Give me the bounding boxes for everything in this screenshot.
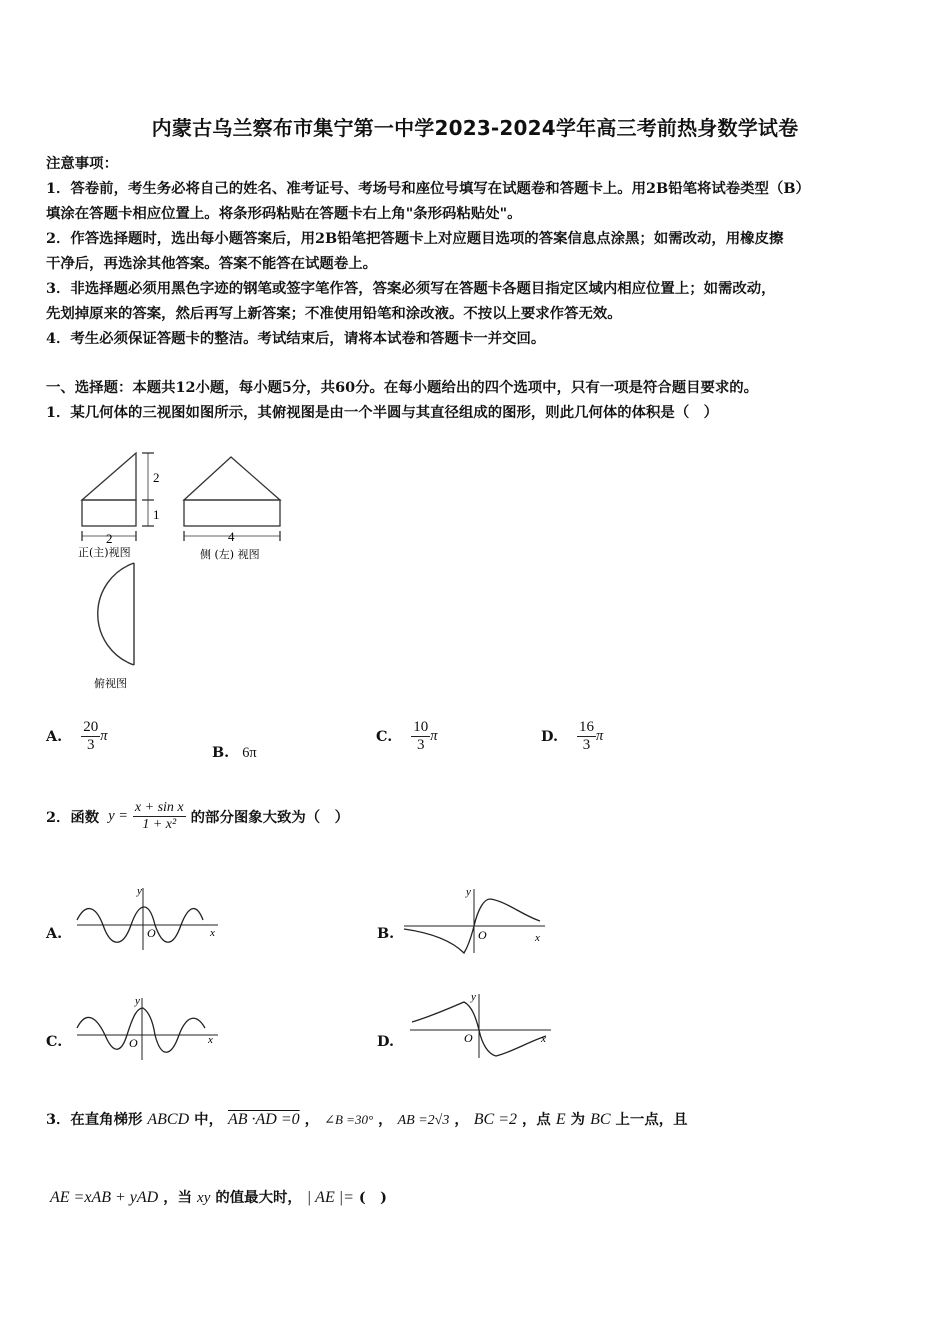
y-axis-label: y: [471, 991, 476, 1003]
notice-line-1: 1．答卷前，考生务必将自己的姓名、准考证号、考场号和座位号填写在试题卷和答题卡上。用2B铅笔将试卷类型（B）: [46, 180, 810, 197]
origin-label: O: [464, 1031, 473, 1045]
q2-graph-c[interactable]: [75, 992, 225, 1062]
notice-line-6: 先划掉原来的答案，然后再写上新答案；不准使用铅笔和涂改液。不按以上要求作答无效。: [46, 305, 622, 322]
q2-stem: 2．函数 y = $\frac{\text{x + sin x}}{\text{1 + x²}}$ 的部分图象大致为（ ）: [46, 800, 349, 832]
notice-line-5: 3．非选择题必须用黑色字迹的钢笔或签字笔作答，答案必须写在答题卡各题目指定区域内相应位置上；如需改动，: [46, 280, 776, 297]
q1-option-d[interactable]: D. $\frac{16}{3}$ π: [541, 719, 604, 753]
option-letter: D.: [541, 728, 558, 745]
top-view-label: 俯视图: [94, 677, 127, 690]
fraction: $\frac{20}{3}$: [83, 719, 99, 753]
q1-option-b[interactable]: B. 6π: [212, 744, 257, 761]
origin-label: O: [129, 1036, 138, 1050]
dim-width-2: 2: [106, 531, 113, 546]
side-view-label: 侧 (左) 视图: [200, 548, 260, 561]
ab-length: AB =2√3: [397, 1113, 450, 1128]
q3-stem-line-1: 3．在直角梯形 ABCD 中， AB ·AD =0 ， ∠B =30° ， AB =2√3 ， BC =2 ，点 E 为 BC 上一点，且: [46, 1111, 688, 1128]
q1-option-c[interactable]: C. $\frac{10}{3}$ π: [376, 719, 438, 753]
notice-line-7: 4．考生必须保证答题卡的整洁。考试结束后，请将本试卷和答题卡一并交回。: [46, 330, 546, 347]
option-letter: A.: [46, 728, 63, 745]
dim-height-1: 1: [153, 507, 160, 522]
fraction: $\frac{16}{3}$: [579, 719, 594, 753]
dim-width-4: 4: [228, 529, 235, 544]
notice-line-4: 干净后，再选涂其他答案。答案不能答在试题卷上。: [46, 255, 377, 272]
notice-line-2: 填涂在答题卡相应位置上。将条形码粘贴在答题卡右上角"条形码粘贴处"。: [46, 205, 522, 222]
fraction: $\frac{10}{3}$: [413, 719, 429, 753]
angle-b: ∠B =30°: [324, 1112, 374, 1127]
dim-height-2: 2: [153, 470, 160, 485]
x-axis-label: x: [210, 927, 215, 939]
q2-graph-b[interactable]: [402, 885, 552, 955]
y-axis-label: y: [137, 885, 142, 897]
q2-graph-a[interactable]: [75, 882, 225, 952]
origin-label: O: [147, 926, 156, 940]
y-axis-label: y: [466, 886, 471, 898]
option-letter: C.: [376, 728, 393, 745]
front-view-label: 正(主)视图: [78, 546, 131, 559]
page-title: 内蒙古乌兰察布市集宁第一中学2023-2024学年高三考前热身数学试卷: [151, 116, 799, 140]
bc-length: BC =2: [473, 1111, 518, 1128]
notice-line-3: 2．作答选择题时，选出每小题答案后，用2B铅笔把答题卡上对应题目选项的答案信息点涂黑；如需改动，用橡皮擦: [46, 230, 784, 247]
notice-heading: 注意事项：: [46, 155, 118, 172]
abs-ae: | AE |=: [306, 1189, 354, 1206]
q2-graph-d[interactable]: [408, 990, 558, 1060]
x-axis-label: x: [541, 1033, 546, 1045]
x-axis-label: x: [208, 1034, 213, 1046]
y-axis-label: y: [135, 995, 140, 1007]
q3-stem-line-2: AE =xAB + yAD ，当 xy 的值最大时， | AE |= ( ): [50, 1189, 387, 1206]
vector-equation: AE =xAB + yAD: [50, 1189, 159, 1206]
option-letter: B.: [212, 744, 230, 761]
q1-stem: 1．某几何体的三视图如图所示，其俯视图是由一个半圆与其直径组成的图形，则此几何体的体积是（ ）: [46, 404, 718, 421]
function-fraction: $\frac{\text{x + sin x}}{\text{1 + x²}}$: [134, 800, 184, 832]
x-axis-label: x: [535, 932, 540, 944]
top-view: [98, 563, 134, 665]
three-view-figure: [70, 445, 290, 695]
q2-option-c-label[interactable]: C.: [46, 1033, 63, 1050]
front-view: [82, 453, 154, 541]
q1-option-a[interactable]: A. $\frac{20}{3}$ π: [46, 719, 108, 753]
section-heading: 一、选择题：本题共12小题，每小题5分，共60分。在每小题给出的四个选项中，只有一项是符合题目要求的。: [46, 379, 759, 396]
q2-option-d-label[interactable]: D.: [377, 1033, 394, 1050]
origin-label: O: [478, 928, 487, 942]
q2-option-b-label[interactable]: B.: [377, 925, 395, 942]
q2-option-a-label[interactable]: A.: [46, 925, 63, 942]
vector-dot-product: AB ·AD =0: [227, 1111, 300, 1128]
